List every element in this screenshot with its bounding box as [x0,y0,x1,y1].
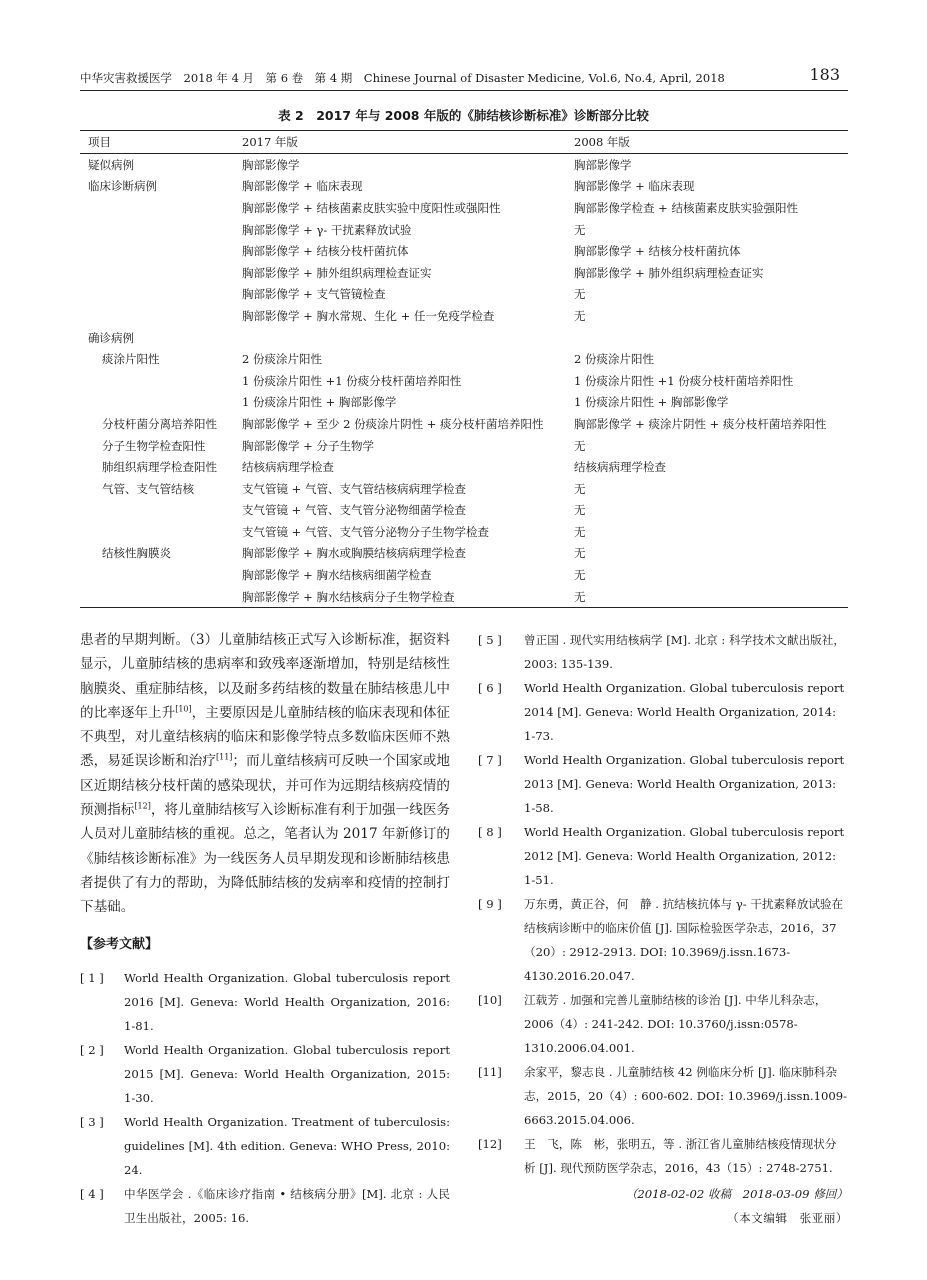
table-row [80,305,848,327]
cell-2008: 胸部影像学 + 临床表现 [574,179,695,194]
cell-2008: 无 [574,546,586,561]
table-row [80,586,848,608]
reference-item [80,1038,450,1110]
table-row [80,413,848,435]
cell-item [80,500,234,522]
editor-credit: （本文编辑 张亚丽） [727,1211,848,1225]
cell-2008: 1 份痰涂片阳性 + 胸部影像学 [574,395,729,410]
cell-item [80,392,234,414]
cell-item: 气管、支气管结核 [102,481,194,496]
table-row [80,284,848,306]
reference-text: 王 飞，陈 彬，张明五，等 . 浙江省儿童肺结核疫情现状分析 [J]. 现代预防医学杂志，2016，43（15）: 2748-2751. [524,1137,837,1175]
cell-item [80,305,234,327]
reference-item [80,1110,450,1182]
cell-item: 肺组织病理学检查阳性 [102,460,217,475]
reference-text: World Health Organization. Global tuberculosis report 2012 [M]. Geneva: World Health Organization, 2012: 1-51. [524,825,845,887]
cell-2017: 胸部影像学 + 分子生物学 [242,438,374,453]
cell-2017: 结核病病理学检查 [242,460,334,475]
cell-2017: 胸部影像学 + 支气管镜检查 [242,287,386,302]
cell-2008: 无 [566,586,848,608]
cell-2008: 无 [574,503,586,518]
cell-item [80,262,234,284]
cell-2008: 胸部影像学 [574,157,632,172]
cell-item [80,284,234,306]
cell-2008: 胸部影像学 + 结核分枝杆菌抗体 [574,244,741,259]
comparison-table [80,130,848,608]
cell-item: 分子生物学检查阳性 [102,438,206,453]
reference-item [478,1060,848,1132]
cell-2017: 1 份痰涂片阳性 +1 份痰分枝杆菌培养阳性 [242,373,462,388]
cell-2017: 1 份痰涂片阳性 + 胸部影像学 [242,395,397,410]
cell-2008: 无 [574,524,586,539]
journal-info: 中华灾害救援医学 2018 年 4 月 第 6 卷 第 4 期 Chinese Journal of Disaster Medicine, Vol.6, No.4, April, 2018 [80,71,725,85]
reference-item [478,892,848,988]
table-row [80,240,848,262]
cell-item [80,521,234,543]
cell-2017: 支气管镜 + 气管、支气管结核病病理学检查 [242,481,466,496]
reference-text: World Health Organization. Global tuberculosis report 2013 [M]. Geneva: World Health Organization, 2013: 1-58. [524,753,845,815]
cell-2008: 胸部影像学 + 痰涂片阴性 + 痰分枝杆菌培养阳性 [574,416,827,431]
cell-2008: 无 [574,287,586,302]
table-row [80,197,848,219]
cell-2008: 无 [574,438,586,453]
left-column [80,628,450,1230]
cell-2017: 胸部影像学 + 胸水常规、生化 + 任一免疫学检查 [242,308,495,323]
table-header-row [80,131,848,154]
reference-item [478,676,848,748]
reference-item [80,1182,450,1230]
reference-item [478,820,848,892]
table-row [80,456,848,478]
body-text: 患者的早期判断。（3）儿童肺结核正式写入诊断标准，据资料显示，儿童肺结核的患病率和致残率逐渐增加，特别是结核性脑膜炎、重症肺结核，以及耐多药结核的数量在肺结核患儿中的比率逐年上升 [80,632,450,721]
reference-text: 曾正国 . 现代实用结核病学 [M]. 北京 : 科学技术文献出版社，2003: 135-139. [524,633,845,671]
reference-text: 万东勇，黄正谷，何 静 . 抗结核抗体与 γ- 干扰素释放试验在结核病诊断中的临床价值 [J]. 国际检验医学杂志，2016，37（20）: 2912-2913. DOI: 10.3969/j.issn.1673-4130.2016.20.047. [524,897,844,983]
cell-item: 疑似病例 [88,157,134,172]
reference-text: World Health Organization. Global tuberculosis report 2014 [M]. Geneva: World Health Organization, 2014: 1-73. [524,681,845,743]
table-row [80,392,848,414]
reference-number: [11] [478,1065,502,1079]
cell-2008 [566,327,848,349]
cell-2017: 胸部影像学 + 胸水结核病细菌学检查 [242,568,432,583]
reference-item [478,1132,848,1180]
cell-2008: 结核病病理学检查 [574,460,666,475]
body-text: ；而儿童结核病可反映一个国家或地区近期结核分枝杆菌的感染现状，并可作为远期结核病疫情的预测指标 [80,753,451,819]
citation-marker: [12] [134,801,151,811]
reference-item [80,966,450,1038]
cell-2017 [234,327,566,349]
reference-text: World Health Organization. Global tuberculosis report 2015 [M]. Geneva: World Health Organization, 2015: 1-30. [124,1042,450,1105]
citation-marker: [10] [175,704,192,714]
cell-2008: 无 [574,308,586,323]
table-row [80,521,848,543]
body-text: ，主要原因是儿童肺结核的临床表现和体征不典型，对儿童结核病的临床和影像学特点多数临床医师不熟悉，易延误诊断和治疗 [80,704,451,770]
table-row [80,500,848,522]
table-row [80,348,848,370]
reference-number: [ 2 ] [80,1042,104,1057]
reference-number: [ 1 ] [80,970,104,985]
table-row [80,478,848,500]
table-row [80,262,848,284]
reference-number: [ 4 ] [80,1186,104,1201]
body-text: ，将儿童肺结核写入诊断标准有利于加强一线医务人员对儿童肺结核的重视。总之，笔者认为 2017 年新修订的《肺结核诊断标准》为一线医务人员早期发现和诊断肺结核患者提供了有力的帮助，为降低肺结核的发病率和疫情的控制打下基础。 [80,802,451,916]
header-item: 项目 [80,131,234,154]
table-row [80,370,848,392]
cell-2017: 支气管镜 + 气管、支气管分泌物细菌学检查 [242,503,466,518]
reference-text: World Health Organization. Treatment of tuberculosis: guidelines [M]. 4th edition. Geneva: WHO Press, 2010: 24. [124,1114,450,1177]
cell-2008: 无 [574,222,586,237]
reference-number: [ 6 ] [478,681,502,695]
cell-2008: 2 份痰涂片阳性 [574,352,654,367]
reference-text: 余家平，黎志良 . 儿童肺结核 42 例临床分析 [J]. 临床肺科杂志，2015，20（4）: 600-602. DOI: 10.3969/j.issn.1009-6663.2015.04.006. [524,1065,848,1127]
right-column [478,628,848,1230]
table-caption: 表 2 2017 年与 2008 年版的《肺结核诊断标准》诊断部分比较 [278,108,649,123]
table-row [80,219,848,241]
table-row [80,176,848,198]
reference-text: World Health Organization. Global tuberculosis report 2016 [M]. Geneva: World Health Organization, 2016: 1-81. [124,970,450,1033]
received-revised-dates: （2018-02-02 收稿 2018-03-09 修回） [625,1187,848,1201]
reference-item [478,628,848,676]
cell-2017: 支气管镜 + 气管、支气管分泌物分子生物学检查 [242,524,489,539]
cell-2017: 胸部影像学 + 胸水或胸膜结核病病理学检查 [242,546,466,561]
citation-marker: [11] [216,752,233,762]
references-heading: 【参考文献】 [80,936,159,952]
reference-item [478,748,848,820]
table-row [80,543,848,565]
table-body [80,154,848,608]
cell-item: 确诊病例 [88,330,134,345]
table-row [80,435,848,457]
reference-number: [ 5 ] [478,633,502,647]
reference-number: [ 7 ] [478,753,502,767]
cell-item [80,564,234,586]
header-2008: 2008 年版 [566,131,848,154]
cell-2017: 胸部影像学 + γ- 干扰素释放试验 [242,222,412,237]
cell-2017: 2 份痰涂片阳性 [242,352,322,367]
cell-2017: 胸部影像学 + 至少 2 份痰涂片阴性 + 痰分枝杆菌培养阳性 [242,416,544,431]
cell-item [80,219,234,241]
cell-2008: 无 [574,481,586,496]
reference-number: [ 3 ] [80,1114,104,1129]
page-number: 183 [809,65,840,84]
cell-2008: 胸部影像学检查 + 结核菌素皮肤实验强阳性 [574,200,798,215]
reference-number: [ 8 ] [478,825,502,839]
reference-text: 中华医学会 .《临床诊疗指南 • 结核病分册》[M]. 北京 : 人民卫生出版社，2005: 16. [124,1186,450,1225]
reference-number: [12] [478,1137,502,1151]
cell-item: 临床诊断病例 [88,179,157,194]
cell-item: 痰涂片阳性 [102,352,160,367]
reference-list-left [80,966,450,1230]
reference-number: [10] [478,993,502,1007]
cell-2017: 胸部影像学 + 结核分枝杆菌抗体 [242,244,409,259]
cell-2008: 1 份痰涂片阳性 +1 份痰分枝杆菌培养阳性 [574,373,794,388]
table-row [80,154,848,176]
cell-item: 结核性胸膜炎 [102,546,171,561]
cell-2017: 胸部影像学 + 结核菌素皮肤实验中度阳性或强阳性 [242,200,501,215]
table-row [80,564,848,586]
cell-item [80,240,234,262]
reference-number: [ 9 ] [478,897,502,911]
cell-2017: 胸部影像学 + 胸水结核病分子生物学检查 [234,586,566,608]
header-2017: 2017 年版 [234,131,566,154]
cell-2017: 胸部影像学 + 临床表现 [242,179,363,194]
cell-2008: 胸部影像学 + 肺外组织病理检查证实 [574,265,764,280]
cell-item [80,197,234,219]
cell-item: 分枝杆菌分离培养阳性 [102,416,217,431]
reference-item [478,988,848,1060]
reference-list-right [478,628,848,1180]
body-paragraph [80,628,450,920]
reference-text: 江载芳 . 加强和完善儿童肺结核的诊治 [J]. 中华儿科杂志，2006（4）: 241-242. DOI: 10.3760/j.issn:0578-1310.2006.04.001. [524,993,827,1055]
cell-item [80,586,234,608]
cell-item [80,370,234,392]
cell-2017: 胸部影像学 + 肺外组织病理检查证实 [242,265,432,280]
cell-2008: 无 [574,568,586,583]
running-header [80,65,848,91]
table-row [80,327,848,349]
cell-2017: 胸部影像学 [242,157,300,172]
